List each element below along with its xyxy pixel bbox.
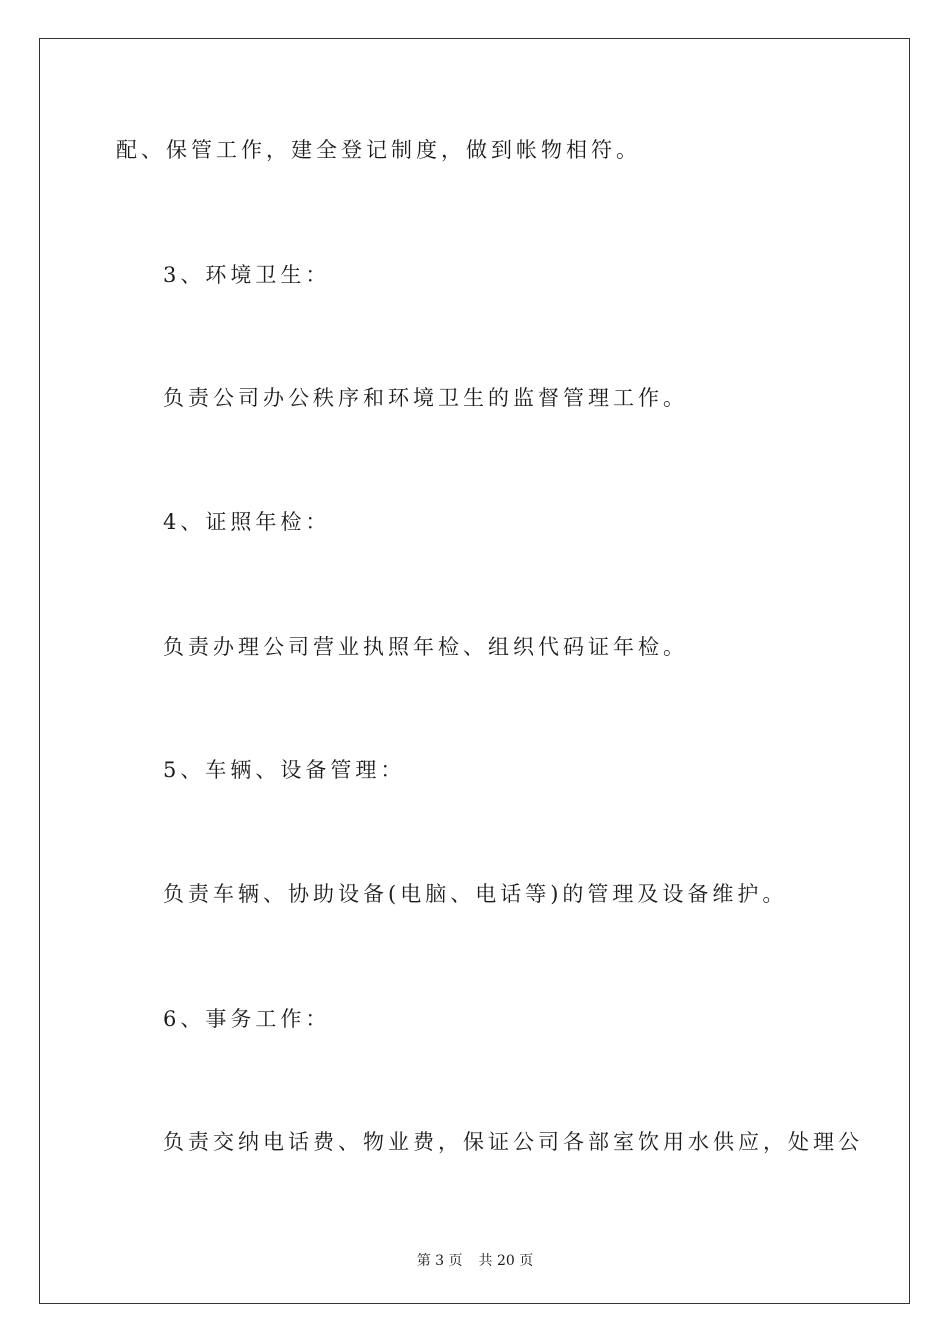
- section-heading-5: 5、车辆、设备管理：: [163, 758, 406, 782]
- page-border: [39, 38, 910, 1304]
- page-footer: [0, 1250, 950, 1270]
- section-heading-6: 6、事务工作：: [163, 1007, 331, 1031]
- paragraph-continuation: 配、保管工作，建全登记制度，做到帐物相符。: [116, 138, 641, 162]
- paragraph-5: 负责车辆、协助设备(电脑、电话等)的管理及设备维护。: [163, 882, 788, 906]
- paragraph-3: 负责公司办公秩序和环境卫生的监督管理工作。: [163, 386, 688, 410]
- paragraph-4: 负责办理公司营业执照年检、组织代码证年检。: [163, 635, 688, 659]
- page-number: 第 3 页: [416, 1253, 463, 1269]
- section-heading-3: 3、环境卫生：: [163, 263, 331, 287]
- page-total: 共 20 页: [478, 1253, 534, 1269]
- paragraph-6: 负责交纳电话费、物业费，保证公司各部室饮用水供应，处理公: [163, 1130, 863, 1154]
- section-heading-4: 4、证照年检：: [163, 510, 331, 534]
